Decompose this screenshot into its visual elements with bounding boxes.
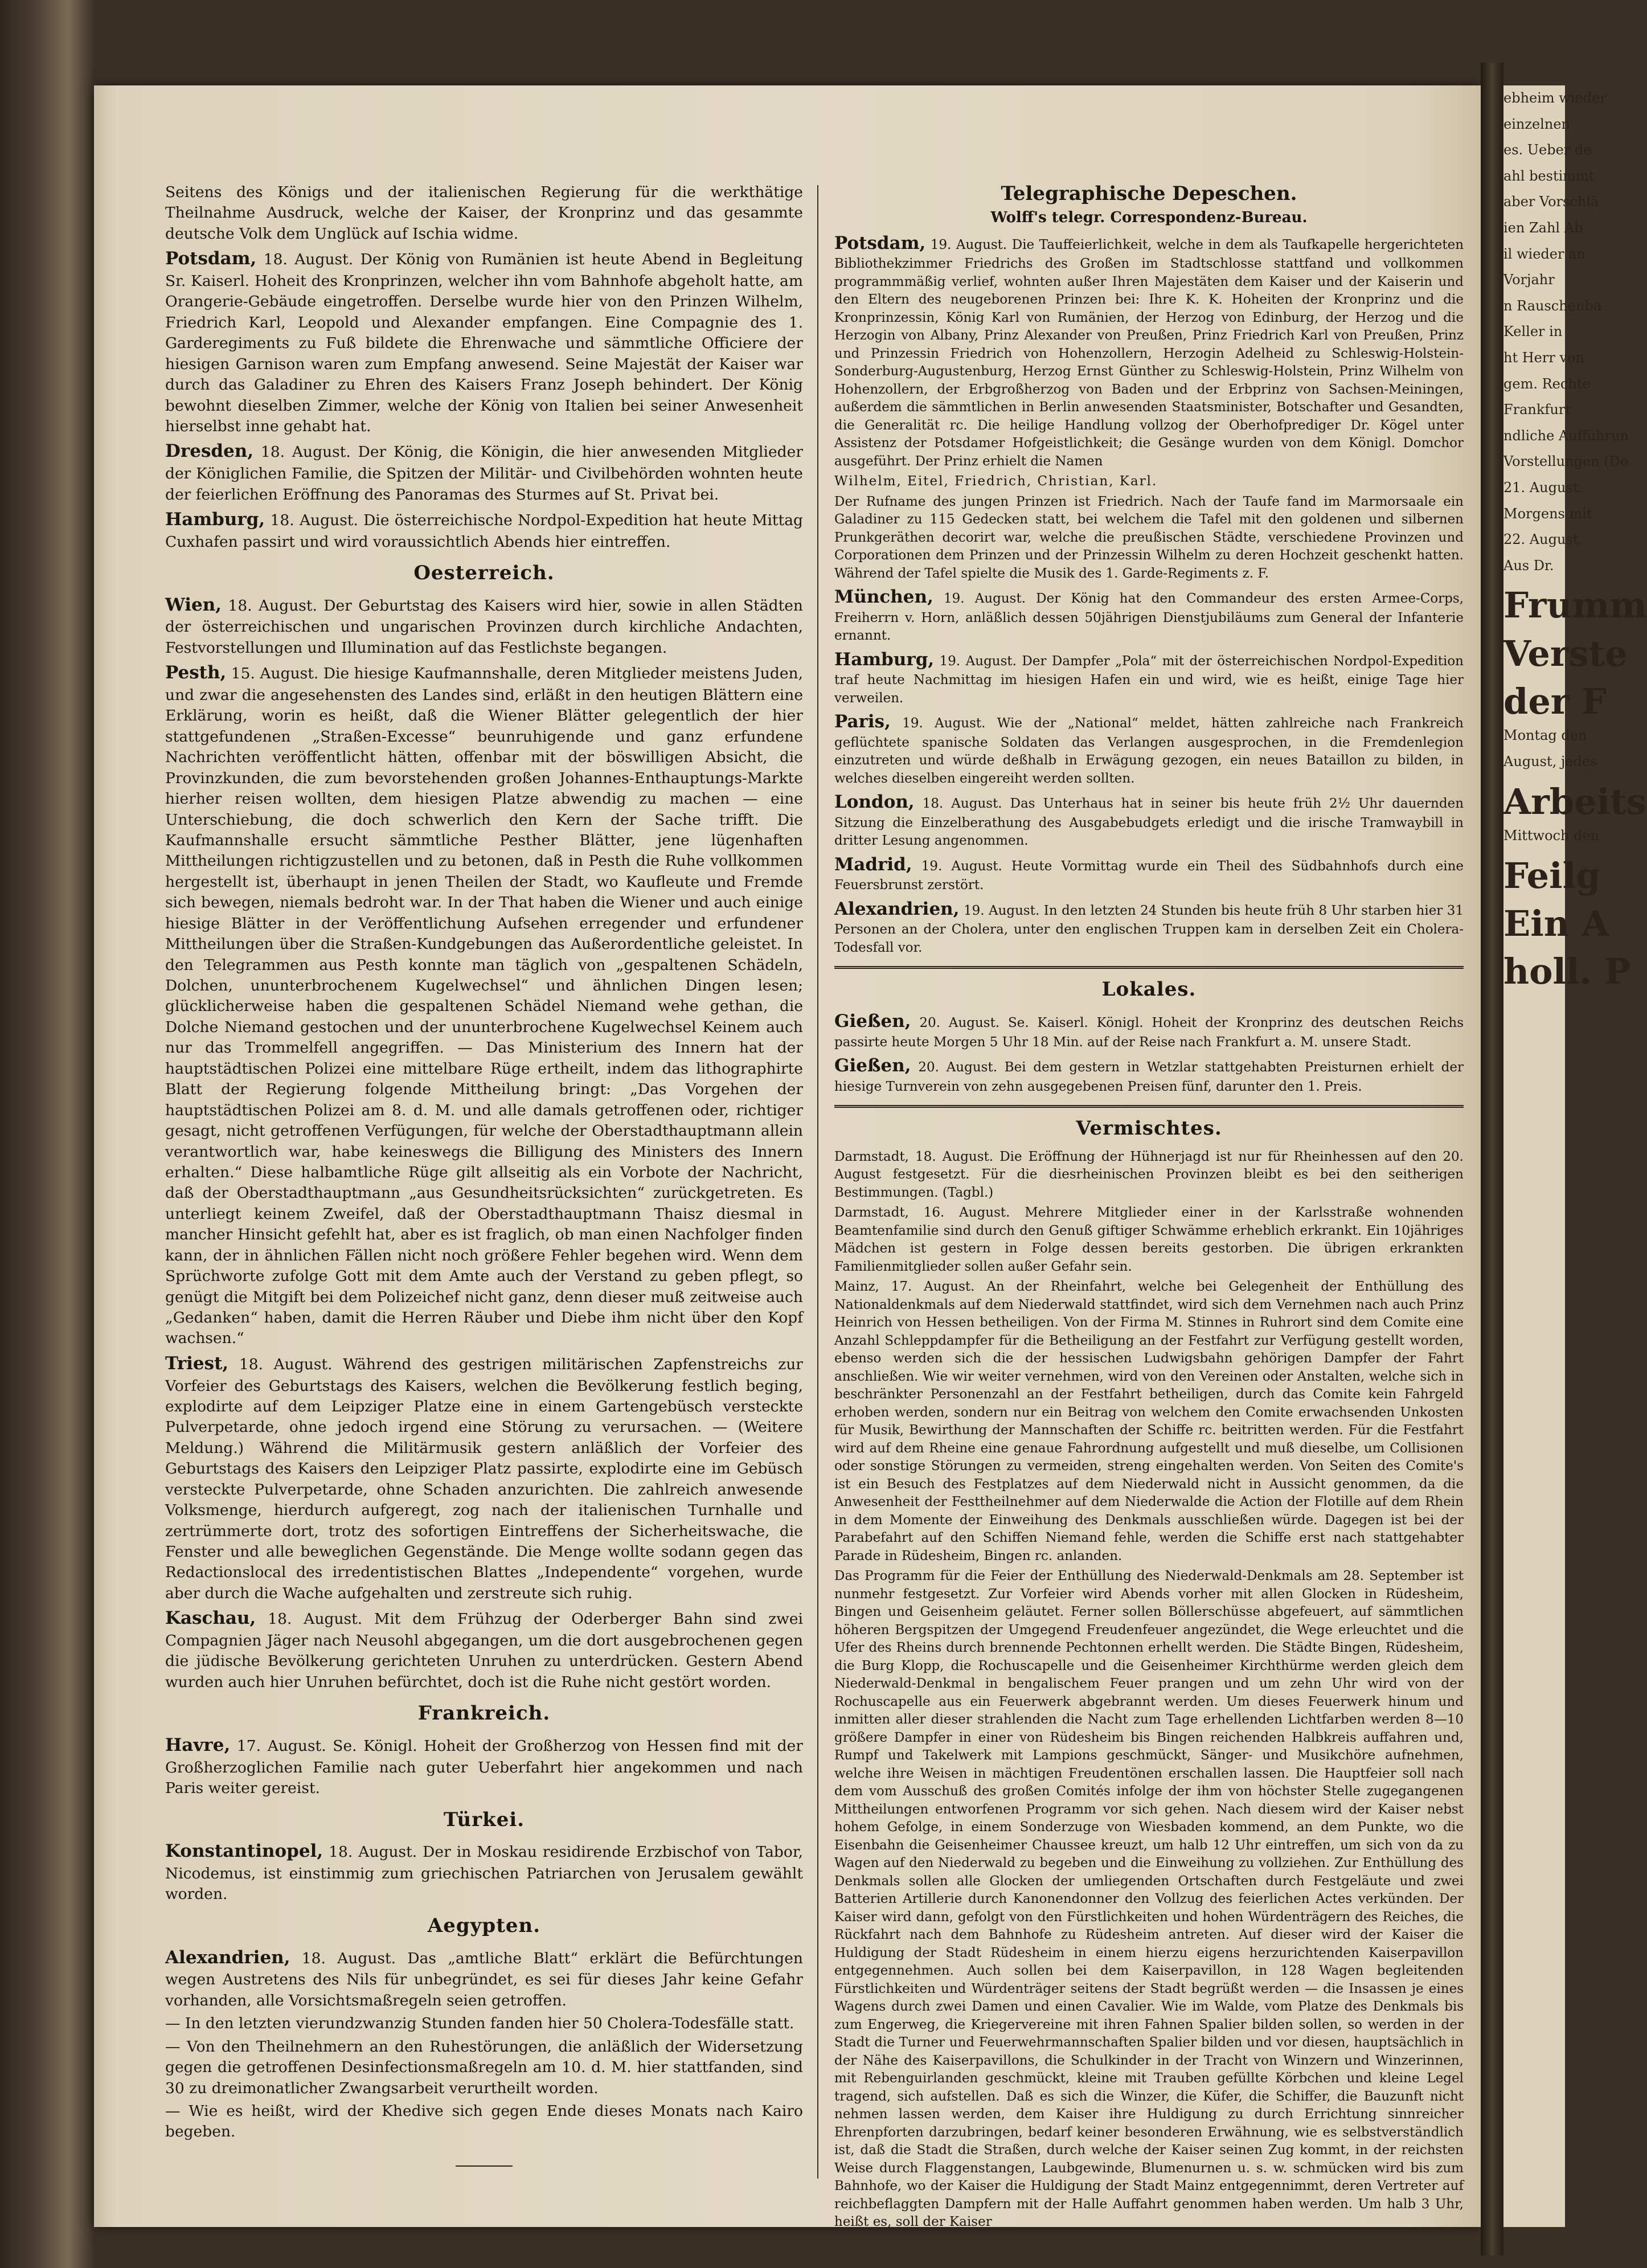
edge-text-line: Morgens mit: [1503, 505, 1592, 522]
article-text: 18. August. Der König, die Königin, die hier anwesenden Mitglieder der Königlichen Familie, die Spitzen der Militär- und Civilbehörden wohnten heute der feierlichen Eröffnung des Panoramas des Sturmes auf St. Privat bei.: [165, 443, 803, 503]
paragraph: — Wie es heißt, wird der Khedive sich gegen Ende dieses Monats nach Kairo begeben.: [165, 2102, 803, 2141]
article-text: 19. August. Die Tauffeierlichkeit, welche in dem als Taufkapelle hergerichteten Bibliothekzimmer Friedrichs des Großen im Stadtschlosse stattfand und vollkommen programmmäßig verlief, wohnten außer Ihren Majestäten dem Kaiser und der Kaiserin und den Eltern des neugeborenen Prinzen bei: Ihre K. K. Hoheiten der Kronprinz und die Kronprinzessin, König Karl von Rumänien, der Herzog von Edinburg, der Herzog und die Herzogin von Albany, Prinz Alexander von Preußen, Prinz Friedrich Karl von Preußen, Prinz und Prinzessin Friedrich von Hohenzollern, Herzogin Adelheid zu Schleswig-Holstein-Sonderburg-Augustenburg, Herzog Ernst Günther zu Schleswig-Holstein, Prinz Wilhelm von Hohenzollern, der Erbgroßherzog von Baden und der Erbprinz von Sachsen-Meiningen, außerdem die sämmtlichen in Berlin anwesenden Staatsminister, Botschafter und Gesandten, die Generalität rc. Die heilige Handlung vollzog der Oberhofprediger Dr. Kögel unter Assistenz der Potsdamer Hofgeistlichkeit; die Gesänge wurden von dem Königl. Domchor ausgeführt. Der Prinz erhielt die Namen: [834, 237, 1464, 469]
article: [834, 853, 1464, 895]
dateline: Triest,: [165, 1353, 229, 1374]
article-text: 19. August. Der König hat den Commandeur des ersten Armee-Corps, Freiherrn v. Horn, anläßlich dessen 50jährigen Dienstjubiläums zum General der Infanterie ernannt.: [834, 591, 1464, 644]
dateline: Madrid,: [834, 854, 912, 875]
edge-text-line: ebheim wieder: [1503, 90, 1607, 106]
article: [834, 710, 1464, 788]
article-text: 17. August. Se. Königl. Hoheit der Großherzog von Hessen find mit der Großherzoglichen Familie nach guter Ueberfahrt hier angekommen und nach Paris weiter gereist.: [165, 1737, 803, 1798]
dateline: Alexandrien,: [834, 898, 960, 919]
dateline: Konstantinopel,: [165, 1841, 323, 1862]
article-text: 15. August. Die hiesige Kaufmannshalle, deren Mitglieder meistens Juden, und zwar die angesehensten des Landes sind, erläßt in den heutigen Blättern eine Erklärung, worin es heißt, daß die Wiener Blätter gelegentlich der hier stattgefundenen „Straßen-Excesse“ beunruhigende und ganz erfundene Nachrichten veröffentlicht hätten, offenbar mit der böswilligen Absicht, die Provinzkunden, die zum bevorstehenden großen Johannes-Enthauptungs-Markte hierher reisen wollten, dem hiesigen Platze abwendig zu machen — eine Unterschiebung, die doch schwerlich den Kern der Sache trifft. Die Kaufmannshalle ersucht sämmtliche Pesther Blätter, jene lügenhaften Mittheilungen richtigzustellen und zu betonen, daß in Pesth die Ruhe vollkommen hergestellt ist, überhaupt in jenen Theilen der Stadt, wo Kaufleute und Fremde sich bewegen, niemals bedroht war. In der That haben die Wiener und auch einige hiesige Blätter in der Veröffentlichung Aufsehen erregender und erfundener Mittheilungen über die Straßen-Kundgebungen das Außerordentliche geleistet. In den Telegrammen aus Pesth konnte man täglich von „gespaltenen Schädeln, Dolchen, ununterbrochenem Kugelwechsel“ und ähnlichen Dingen lesen; glücklicherweise haben die gespaltenen Schädel Niemand wehe gethan, die Dolche Niemand gestochen und der ununterbrochene Kugelwechsel Keinem auch nur das Trommelfell angegriffen. — Das Ministerium des Innern hat der hauptstädtischen Polizei eine mittelbare Rüge ertheilt, indem das lithographirte Blatt der Regierung folgende Mittheilung bringt: „Das Vorgehen der hauptstädtischen Polizei am 8. d. M. und alle damals getroffenen oder, richtiger gesagt, nicht getroffenen Verfügungen, für welche der Oberstadthauptmann allein verantwortlich war, habe keineswegs die Billigung des Ministers des Innern erhalten.“ Diese halbamtliche Rüge gilt allseitig als ein Vorbote der Nachricht, daß der Oberstadthauptmann „aus Gesundheitsrücksichten“ zurückgetreten. Es unterliegt keinem Zweifel, daß der Oberstadthauptmann Thaisz diesmal in mancher Hinsicht gefehlt hat, aber es ist fraglich, ob man einen Nachfolger finden kann, der in ähnlichen Fällen nicht noch größere Fehler begehen wird. Wenn dem Sprüchworte zufolge Gott mit dem Amte auch der Verstand zu geben pflegt, so genügt die Mitgift bei dem Polizeichef nicht ganz, denn dieser muß zeitweise auch „Gedanken“ haben, damit die Herren Räuber und Diebe ihm nicht über den Kopf wachsen.“: [165, 665, 803, 1348]
article: [165, 661, 803, 1349]
article-text: 18. August. Der König von Rumänien ist heute Abend in Begleitung Sr. Kaiserl. Hoheit des Kronprinzen, welcher ihn vom Bahnhofe abgeholt hatte, am Orangerie-Gebäude eingetroffen. Derselbe wurde hier von den Prinzen Wilhelm, Friedrich Karl, Leopold und Alexander empfangen. Eine Compagnie des 1. Garderegiments zu Fuß bildete die Ehrenwache und sämmtliche Officiere der hiesigen Garnison waren zum Empfang anwesend. Seine Majestät der Kaiser war durch das Galadiner zu Ehren des Kaisers Franz Joseph behindert. Der König bewohnt dieselben Zimmer, welche der König von Italien bei seiner Anwesenheit hierselbst inne gehabt hat.: [165, 251, 803, 435]
article-text: 19. August. Der Dampfer „Pola“ mit der österreichischen Nordpol-Expedition traf heute Nachmittag im hiesigen Hafen ein und wird, wie es heißt, einige Tage hier verweilen.: [834, 653, 1464, 706]
edge-text-line: Verste: [1503, 632, 1628, 674]
edge-text-line: 22. August.: [1503, 531, 1583, 548]
dateline: Kaschau,: [165, 1608, 256, 1629]
article-text: 18. August. Mit dem Frühzug der Oderberger Bahn sind zwei Compagnien Jäger nach Neusohl abgegangen, um die dort ausgebrochenen gegen die jüdische Bevölkerung gerichteten Unruhen zu unterdrücken. Gestern Abend wurden auch hier Unruhen befürchtet, doch ist die Ruhe nicht gestört worden.: [165, 1610, 803, 1691]
article-text: 18. August. Das „amtliche Blatt“ erklärt die Befürchtungen wegen Austretens des Nils für unbegründet, es sei für dieses Jahr keine Gefahr vorhanden, alle Vorsichtsmaßregeln seien getroffen.: [165, 1949, 803, 2009]
edge-text-line: holl. P: [1503, 951, 1631, 993]
left-column: [165, 182, 803, 2167]
paragraph: — Von den Theilnehmern an den Ruhestörungen, die anläßlich der Widersetzung gegen die getroffenen Desinfectionsmaßregeln am 10. d. M. hier stattfanden, sind 30 zu dreimonatlicher Zwangsarbeit verurtheilt worden.: [165, 2037, 803, 2097]
edge-text-line: der F: [1503, 681, 1607, 723]
article-potsdam-continued: Der Rufname des jungen Prinzen ist Friedrich. Nach der Taufe fand im Marmorsaale ein Galadiner zu 115 Gedecken statt, bei welchem die Tafel mit den goldenen und silbernen Prunkgeräthen decorirt war, welche die preußischen Städte, verschiedene Provinzen und Corporationen dem Prinzen und der Prinzessin Wilhelm zu deren Hochzeit geschenkt hatten. Während der Tafel spielte die Musik des 1. Garde-Regiments z. F.: [834, 494, 1464, 581]
edge-text-line: ien Zahl Ab: [1503, 219, 1583, 236]
paragraph: Das Programm für die Feier der Enthüllung des Niederwald-Denkmals am 28. September ist nunmehr festgesetzt. Zur Vorfeier wird Abends vorher mit allen Glocken in Rüdesheim, Bingen und Geisenheim geläutet. Ferner sollen Böllerschüsse abgefeuert, auf sämmtlichen höheren Bergspitzen der Umgegend Freudenfeuer angezündet, die Wege erleuchtet und die Ufer des Rheins durch brennende Pechtonnen erhellt werden. Die Städte Bingen, Rüdesheim, die Burg Klopp, die Rochuscapelle und die Geisenheimer Kirchthürme werden gleich dem Niederwald-Denkmal in bengalischem Feuer prangen und um zehn Uhr wird von der Rochuscapelle aus ein Feuerwerk abgebrannt werden. Um dieses Feuerwerk hinum und inmitten aller dieser strahlenden die Nacht zum Tage erhellenden Lichtfarben werden 8—10 größere Dampfer in einer von Rüdesheim bis Bingen reichenden Halbkreis auffahren und, Rumpf und Takelwerk mit Lampions geschmückt, Sänger- und Musikchöre aufnehmen, welche ihre Weisen in mächtigen Freudentönen erschallen lassen. Die Hauptfeier soll nach dem vom Ausschuß des großen Comités infolge der ihm von höchster Stelle zugegangenen Mittheilungen entworfenen Programm vor sich gehen. Nach diesem wird der Kaiser nebst hohem Gefolge, in einem Sonderzuge von Wiesbaden kommend, an dem Punkte, wo die Eisenbahn die Geisenheimer Chaussee kreuzt, um halb 12 Uhr eintreffen, um sich von da zu Wagen auf den Niederwald zu begeben und die Einweihung zu vollziehen. Zur Enthüllung des Denkmals sollen alle Glocken der umliegenden Ortschaften durch Festgeläute und zwei Batterien Artillerie durch Kanonendonner den Vollzug des feierlichen Actes verkünden. Der Kaiser wird dann, gefolgt von den Fürstlichkeiten und hohen Würdenträgern des Reiches, die Rückfahrt nach dem Bahnhofe zu Rüdesheim antreten. Auf dieser wird der Kaiser die Huldigung der Stadt Rüdesheim in einem hierzu eigens herzurichtenden Kaiserpavillon entgegennehmen. Auch sollen bei dem Kaiserpavillon, in 128 Wagen begleitenden Fürstlichkeiten und Würdenträger seitens der Stadt begrüßt werden — die Insassen je eines Wagens durch zwei Damen und einen Cavalier. Wie im Walde, vom Platze des Denkmals bis zum Engerweg, die Kriegervereine mit ihren Fahnen Spalier bilden sollen, so werden in der Stadt die Turner und Feuerwehrmannschaften Spalier bilden und vor diesen, hauptsächlich in der Nähe des Kaiserpavillons, die Schulkinder in der Tracht von Winzern und Winzerinnen, mit Rebenguirlanden geschmückt, kleine mit Trauben gefüllte Körbchen und kleine Legel tragend, sich aufstellen. Daß es sich die Winzer, die Küfer, die Schiffer, die Bauzunft nicht nehmen lassen werden, dem Kaiser ihre Huldigung zu durch Errichtung sinnreicher Ehrenpforten darzubringen, bedarf keiner besonderen Erwähnung, wie es selbstverständlich ist, daß die Stadt die Straßen, durch welche der Kaiser seinen Zug kommt, in der reichsten Weise durch Flaggenstangen, Laubgewinde, Blumenurnen u. s. w. schmücken wird bis zum Bahnhofe, wo der Kaiser die Huldigung der Stadt Mainz entgegennimmt, deren Vertreter auf reichbeflaggten Dampfern mit der Halle Auffahrt genommen haben werden. Um halb 3 Uhr, heißt es, soll der Kaiser: [834, 1569, 1464, 2230]
dateline: Potsdam,: [834, 232, 926, 253]
paragraph: — In den letzten vierundzwanzig Stunden fanden hier 50 Cholera-Todesfälle statt.: [165, 2015, 794, 2033]
article-group-tuerkei: [165, 1839, 803, 1905]
article: [165, 1839, 803, 1905]
article: [165, 507, 803, 552]
edge-text-line: Aus Dr.: [1503, 557, 1554, 574]
edge-text-line: Vorstellungen (Do: [1503, 453, 1629, 470]
dateline: München,: [834, 587, 933, 608]
article: [165, 1606, 803, 1693]
article: [834, 1009, 1464, 1051]
telegraph-heading: Telegraphische Depeschen.: [1001, 182, 1297, 205]
article-text: 18. August. Der Geburtstag des Kaisers wird hier, sowie in allen Städten der österreichischen und ungarischen Provinzen durch kirchliche Andachten, Festvorstellungen und Illumination auf das Festlichste begangen.: [165, 596, 803, 657]
dateline: Hamburg,: [165, 509, 265, 530]
edge-text-line: aber Vorschlä: [1503, 194, 1599, 210]
adjacent-page-edge: [1503, 85, 1647, 2227]
edge-text-line: Ein A: [1503, 903, 1609, 945]
edge-text-line: ndliche Aufführun: [1503, 427, 1629, 444]
article-text: 20. August. Se. Kaiserl. Königl. Hoheit der Kronprinz des deutschen Reichs passirte heute Morgen 5 Uhr 18 Min. auf der Reise nach Frankfurt a. M. unsere Stadt.: [834, 1016, 1464, 1050]
article: [165, 1946, 803, 2012]
article-group-telegrams: [834, 585, 1464, 957]
article-text: 19. August. Heute Vormittag wurde ein Theil des Südbahnhofs durch eine Feuersbrunst zerstört.: [834, 858, 1464, 893]
section-heading-aegypten: Aegypten.: [427, 1914, 541, 1937]
edge-text-line: Keller in: [1503, 324, 1563, 340]
edge-text-line: il wieder an: [1503, 245, 1585, 262]
edge-text-line: gem. Rechte: [1503, 375, 1591, 392]
dateline: Paris,: [834, 711, 891, 732]
article-text: 18. August. Das Unterhaus hat in seiner bis heute früh 2½ Uhr dauernden Sitzung die Einzelberathung des Ausgabebudgets erledigt und die irische Tramwaybill in dritter Lesung angenommen.: [834, 796, 1464, 849]
dateline: Havre,: [165, 1735, 231, 1756]
edge-text-line: Vorjahr: [1503, 272, 1555, 288]
article-group-oesterreich: [165, 593, 803, 1693]
edge-text-line: Frumm: [1503, 584, 1647, 627]
aegypten-notes: [165, 2013, 803, 2143]
article-text: 19. August. Wie der „National“ meldet, hätten zahlreiche nach Frankreich geflüchtete spanische Soldaten das Verlangen ausgesprochen, in die Fremdenlegion einzutreten und würde deßhalb in Erwägung gezogen, ein neues Bataillon zu bilden, in welches dieselben eingereiht werden sollten.: [834, 716, 1464, 786]
dateline: Alexandrien,: [165, 1947, 290, 1968]
edge-text-line: Arbeits: [1503, 780, 1646, 822]
edge-text-line: n Rauschenba: [1503, 297, 1602, 314]
article-group-vermischtes: [834, 1148, 1464, 2232]
article: [165, 247, 803, 437]
book-gutter: [1481, 63, 1503, 2255]
dateline: Gießen,: [834, 1011, 911, 1032]
edge-text-line: Montag den: [1503, 727, 1587, 744]
article: [834, 897, 1464, 957]
dateline: Gießen,: [834, 1055, 911, 1076]
dateline: Wien,: [165, 594, 222, 615]
dateline: Hamburg,: [834, 649, 935, 670]
section-heading-lokales: Lokales.: [1101, 978, 1197, 1001]
article-text: 18. August. Der in Moskau residirende Erzbischof von Tabor, Nicodemus, ist einstimmig zum griechischen Patriarchen von Jerusalem gewählt worden.: [165, 1843, 803, 1903]
telegraph-subheading: Wolff's telegr. Correspondenz-Bureau.: [990, 208, 1308, 226]
article-text: 20. August. Bei dem gestern in Wetzlar stattgehabten Preisturnen erhielt der hiesige Turnverein von zehn ausgegebenen Preisen fünf, darunter den 1. Preis.: [834, 1060, 1464, 1094]
double-rule: [834, 1105, 1464, 1108]
end-rule: [456, 2165, 513, 2167]
article-text: 19. August. In den letzten 24 Stunden bis heute früh 8 Uhr starben hier 31 Personen an der Cholera, unter den englischen Truppen kam in derselben Zeit ein Cholera-Todesfall vor.: [834, 903, 1464, 955]
section-heading-vermischtes: Vermischtes.: [1076, 1117, 1222, 1140]
edge-text-line: Frankfurt: [1503, 402, 1571, 418]
section-heading-tuerkei: Türkei.: [443, 1808, 525, 1831]
prince-names: Wilhelm, Eitel, Friedrich, Christian, Karl.: [834, 474, 1158, 489]
article-group-germany: [165, 247, 803, 552]
paragraph: Darmstadt, 18. August. Die Eröffnung der Hühnerjagd ist nur für Rheinhessen auf den 20. August festgesetzt. Für die diesrheinischen Provinzen bleibt es bei den seitherigen Bestimmungen. (Tagbl.): [834, 1149, 1464, 1200]
article-text: 18. August. Während des gestrigen militärischen Zapfenstreichs zur Vorfeier des Geburtstags des Kaisers, welchen die Bevölkerung festlich beging, explodirte auf dem Leipziger Platze eine in einem Gartengebüsch versteckte Pulverpetarde, ohne jedoch irgend eine Störung zu verursachen. — (Weitere Meldung.) Während die Militärmusik gestern anläßlich der Vorfeier des Geburtstags des Kaisers den Leipziger Platz passirte, explodirte eine im Gebüsch versteckte Pulverpetarde, ohne Schaden anzurichten. Die zahlreich anwesende Volksmenge, hierdurch aufgeregt, zog nach der italienischen Turnhalle und zertrümmerte dort, trotz des sofortigen Eintreffens der Sicherheitswache, die Fenster und alle beweglichen Gegenstände. Die Menge wollte sodann gegen das Redactionslocal des irredentistischen Blattes „Independente“ vorgehen, wurde aber durch die Wache aufgehalten und zerstreute sich ruhig.: [165, 1355, 803, 1602]
article: [165, 1352, 803, 1604]
edge-text-line: Feilg: [1503, 854, 1601, 896]
section-heading-frankreich: Frankreich.: [417, 1702, 551, 1725]
article-group-aegypten: [165, 1946, 803, 2012]
edge-text-line: 21. August.: [1503, 479, 1583, 496]
double-rule: [834, 966, 1464, 969]
right-column: [834, 182, 1464, 2234]
article: [165, 439, 803, 505]
edge-text-line: Mittwoch den: [1503, 828, 1600, 844]
intro-paragraph: Seitens des Königs und der italienischen Regierung für die werkthätige Theilnahme Ausdruck, welche der Kaiser, der Kronprinz und das gesammte deutsche Volk dem Unglück auf Ischia widme.: [165, 183, 803, 243]
section-heading-oesterreich: Oesterreich.: [413, 562, 555, 584]
article: [165, 593, 803, 659]
dateline: London,: [834, 792, 915, 813]
dateline: Potsdam,: [165, 248, 257, 269]
edge-text-line: ht Herr von: [1503, 349, 1584, 366]
article-text: 18. August. Die österreichische Nordpol-Expedition hat heute Mittag Cuxhafen passirt und wird voraussichtlich Abends hier eintreffen.: [165, 511, 803, 551]
article: [834, 1054, 1464, 1096]
article: [834, 585, 1464, 645]
article-group-frankreich: [165, 1733, 803, 1799]
dateline: Dresden,: [165, 441, 254, 462]
article: [834, 790, 1464, 850]
paragraph: Darmstadt, 16. August. Mehrere Mitglieder einer in der Karlsstraße wohnenden Beamtenfamilie sind durch den Genuß giftiger Schwämme erheblich erkrankt. Ein 10jähriges Mädchen ist gestern in Folge dessen bereits gestorben. Die übrigen erkrankten Familienmitglieder sollen außer Gefahr sein.: [834, 1205, 1464, 1274]
edge-text-line: es. Ueber de: [1503, 142, 1592, 158]
paragraph: Mainz, 17. August. An der Rheinfahrt, welche bei Gelegenheit der Enthüllung des Nationaldenkmals auf dem Niederwald stattfindet, wird sich dem Vernehmen nach auch Prinz Heinrich von Hessen betheiligen. Von der Firma M. Stinnes in Ruhrort sind dem Comite eine Anzahl Schleppdampfer für die Betheiligung an der Festfahrt zur Verfügung gestellt worden, ebenso werden sich die der hessischen Ludwigsbahn gehörigen Dampfer der Fahrt anschließen. Wie wir weiter vernehmen, wird von den Vereinen oder Anstalten, welche sich in beschränkter Personenzahl an der Festfahrt betheiligen, durch das Comite kein Fahrgeld erhoben werden, sondern nur ein Beitrag von welchem den Comite erwachsenden Unkosten für Musik, Bewirthung der Mannschaften der Schiffe rc. beitritten werden. Für die Festfahrt wird auf dem Rheine eine genaue Fahrordnung aufgestellt und muß dieselbe, um Collisionen oder sonstige Störungen zu vermeiden, streng eingehalten werden. Von Seiten des Comite's ist ein Besuch des Festplatzes auf dem Niederwald nicht in Aussicht genommen, da die Anwesenheit der Festtheilnehmer auf dem Niederwalde die Action der Flotille auf dem Rhein in dem Momente der Einweihung des Denkmals ausschließen würde. Dagegen ist bei der Parabefahrt auf den Schiffen Niemand fehle, werden die Schiffe erst nach stattgehabter Parade in Rüdesheim, Bingen rc. anlanden.: [834, 1279, 1464, 1563]
column-divider: [817, 185, 818, 2179]
edge-text-line: August, jedes: [1503, 754, 1597, 770]
edge-text-line: ahl bestimmt: [1503, 167, 1595, 184]
article-potsdam: [834, 231, 1464, 470]
article: [834, 648, 1464, 707]
dateline: Pesth,: [165, 662, 227, 683]
edge-text-line: einzelnen: [1503, 116, 1570, 132]
article: [165, 1733, 803, 1799]
article-group-lokales: [834, 1009, 1464, 1096]
